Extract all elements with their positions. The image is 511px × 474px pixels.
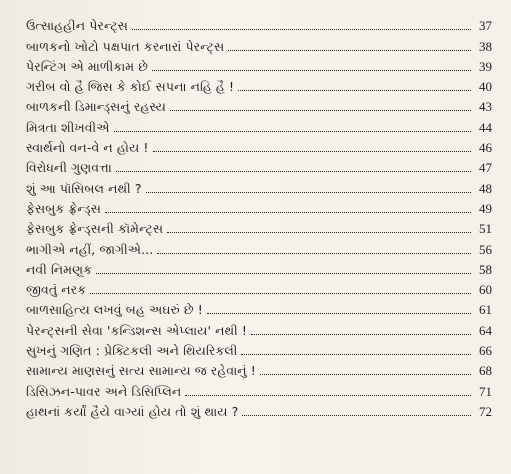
- dot-leader: [242, 415, 471, 416]
- toc-entry: [26, 135, 492, 155]
- toc-entry: [26, 54, 492, 74]
- toc-entry-page: 38: [479, 38, 492, 54]
- toc-entry: [26, 236, 492, 256]
- toc-entry: [26, 338, 492, 358]
- toc-entry-title: નવી નિમણૂક: [26, 262, 93, 277]
- toc-entry-page: 61: [479, 302, 492, 318]
- dot-leader: [105, 212, 471, 213]
- toc-entry: [26, 114, 492, 134]
- toc-entry-page: 44: [479, 119, 492, 135]
- dot-leader: [260, 374, 471, 375]
- dot-leader: [251, 334, 471, 335]
- toc-entry-page: 39: [479, 58, 492, 74]
- toc-entry-title: શું આ પૉસિબલ નથી ?: [26, 181, 142, 196]
- dot-leader: [114, 131, 472, 132]
- toc-entry-title: સામાન્ય માણસનું સત્ય સામાન્ય જ રહેવાનું !: [26, 364, 256, 379]
- table-of-contents: [26, 13, 492, 419]
- toc-entry: [26, 297, 492, 317]
- toc-entry-page: 40: [479, 79, 492, 95]
- dot-leader: [207, 313, 471, 314]
- toc-entry-page: 46: [479, 140, 492, 156]
- toc-entry: [26, 358, 492, 378]
- toc-entry-title: હાથનાં કર્યાં હૈયે વાગ્યાં હોય તો શું થાય ?: [26, 404, 239, 419]
- toc-entry-title: જીવતું નરક: [26, 283, 87, 298]
- dot-leader: [90, 293, 471, 294]
- dot-leader: [157, 253, 471, 254]
- dot-leader: [167, 232, 471, 233]
- toc-entry-page: 66: [479, 343, 492, 359]
- toc-entry-title: બાળસાહિત્ય લખવું બહુ અઘરું છે !: [26, 303, 203, 318]
- toc-entry: [26, 257, 492, 277]
- toc-entry: [26, 317, 492, 337]
- toc-entry: [26, 277, 492, 297]
- toc-entry: [26, 13, 492, 33]
- toc-entry: [26, 399, 492, 419]
- dot-leader: [238, 90, 471, 91]
- toc-entry: [26, 196, 492, 216]
- toc-entry: [26, 94, 492, 114]
- toc-entry-title: સુખનું ગણિત : પ્રેક્ટિકલી અને થિયરિકલી: [26, 344, 238, 359]
- dot-leader: [228, 50, 471, 51]
- toc-entry-page: 64: [479, 322, 492, 338]
- dot-leader: [153, 151, 471, 152]
- dot-leader: [170, 110, 471, 111]
- toc-entry-page: 56: [479, 241, 492, 257]
- toc-entry-page: 48: [479, 180, 492, 196]
- toc-entry-page: 58: [479, 261, 492, 277]
- toc-entry: [26, 33, 492, 53]
- toc-entry-title: ફેસબુક ફ્રેન્ડ્સ: [26, 201, 101, 216]
- toc-entry-title: સ્વાર્થનો વન-વે ન હોય !: [26, 141, 149, 156]
- toc-entry-title: પેરન્ટિંગ એ માળીકામ છે: [26, 59, 149, 74]
- toc-entry-page: 47: [479, 160, 492, 176]
- toc-entry-title: ડિસિઝન-પાવર અને ડિસિપ્લિન: [26, 384, 182, 399]
- dot-leader: [116, 171, 471, 172]
- dot-leader: [241, 354, 471, 355]
- dot-leader: [132, 29, 471, 30]
- toc-entry-title: પેરન્ટ્સની સેવા 'કન્ડિશન્સ એપ્લાય' નથી !: [26, 323, 247, 338]
- toc-entry: [26, 74, 492, 94]
- dot-leader: [96, 273, 471, 274]
- toc-entry-title: બાળકનો ખોટો પક્ષપાત કરનારાં પેરન્ટ્સ: [26, 39, 225, 54]
- toc-entry-page: 51: [479, 221, 492, 237]
- toc-entry-page: 68: [479, 363, 492, 379]
- toc-entry-title: વિરોધની ગુણવત્તા: [26, 161, 112, 176]
- toc-entry-page: 37: [479, 18, 492, 34]
- dot-leader: [146, 192, 471, 193]
- toc-entry-title: ઉત્સાહહીન પેરન્ટ્સ: [26, 19, 128, 34]
- toc-entry-title: ભાગીએ નહીં, જાગીએ...: [26, 242, 154, 257]
- dot-leader: [152, 70, 471, 71]
- toc-entry: [26, 155, 492, 175]
- toc-entry-page: 43: [479, 99, 492, 115]
- toc-entry: [26, 216, 492, 236]
- toc-entry: [26, 378, 492, 398]
- toc-entry-title: બાળકની ડિમાન્ડ્સનું રહસ્ય: [26, 100, 167, 115]
- toc-entry-page: 72: [479, 403, 492, 419]
- toc-entry-title: ફેસબુક ફ્રેન્ડ્સની કૉમેન્ટ્સ: [26, 222, 164, 237]
- toc-entry-page: 71: [479, 383, 492, 399]
- dot-leader: [185, 395, 471, 396]
- toc-entry: [26, 175, 492, 195]
- toc-entry-title: મિત્રતા શીખવીએ: [26, 120, 110, 135]
- toc-entry-page: 60: [479, 282, 492, 298]
- toc-entry-page: 49: [479, 200, 492, 216]
- toc-entry-title: ગરીબ વો હૈ જિસ કે કોઈ સપના નહિ હૈ !: [26, 80, 235, 95]
